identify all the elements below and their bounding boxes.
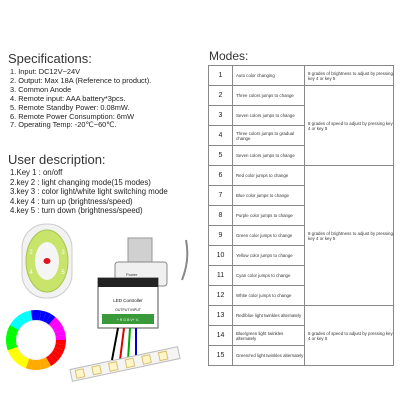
user-description-title: User description: [8, 152, 106, 167]
mode-number: 4 [209, 126, 233, 146]
product-illustration [0, 210, 208, 400]
mode-number: 7 [209, 186, 233, 206]
mode-grade: 8 grades of speed to adjust by pressing key 4 or key 5 [305, 86, 394, 166]
mode-name: Red color jumps to change [233, 166, 305, 186]
spec-item-common-anode: 3. Common Anode [10, 84, 72, 94]
mode-name: Seven colors jumps to change [233, 106, 305, 126]
spec-item-remote-input: 4. Remote input: AAA battery*3pcs. [10, 93, 126, 103]
mode-number: 9 [209, 226, 233, 246]
mode-name: Seven colors jumps to change [233, 146, 305, 166]
mode-name: Purple color jumps to change [233, 206, 305, 226]
mode-name: White color jumps to change [233, 286, 305, 306]
mode-name: Three colors jumps to gradual change [233, 126, 305, 146]
mode-number: 3 [209, 106, 233, 126]
spec-item-operating-temp: 7. Operating Temp: -20℃~60℃. [10, 120, 117, 130]
power-key-icon[interactable] [44, 258, 51, 264]
modes-title: Modes: [209, 49, 249, 63]
mode-name: Blue/green light twinkles alternately [233, 326, 305, 346]
led-controller [98, 238, 167, 328]
desc-key-4: 4.key 4 : turn up (brightness/speed) [10, 196, 133, 206]
mode-number: 1 [209, 66, 233, 86]
remote-key-3[interactable]: 3 [61, 250, 65, 256]
remote-key-4[interactable]: 4 [29, 270, 33, 276]
mode-grade: 8 grades of brightness to adjust by pressing key 4 or key 5 [305, 166, 394, 306]
mode-name: Blue color jumps to change [233, 186, 305, 206]
spec-item-output: 2. Output: Max 18A (Reference to product). [10, 75, 152, 85]
mode-name: Yellow color jumps to change [233, 246, 305, 266]
mode-name: Red/blue light twinkles alternately [233, 306, 305, 326]
mode-number: 14 [209, 326, 233, 346]
desc-key-3: 3.key 3 : color light/white light switching mode [10, 187, 168, 197]
remote-control [22, 224, 72, 298]
remote-key-1[interactable]: 1 [45, 244, 49, 250]
specifications-title: Specifications: [8, 51, 92, 66]
mode-number: 5 [209, 146, 233, 166]
remote-key-5[interactable]: 5 [61, 270, 65, 276]
mode-number: 8 [209, 206, 233, 226]
mode-name: Three colors jumps to change [233, 86, 305, 106]
spec-item-power-consumption: 6. Remote Power Consumption: 6mW [10, 111, 135, 121]
table-row [209, 306, 394, 326]
mode-number: 2 [209, 86, 233, 106]
table-row [209, 66, 394, 86]
spec-item-input: 1. Input: DC12V~24V [10, 67, 81, 76]
mode-number: 13 [209, 306, 233, 326]
mode-name: Cyan color jumps to change [233, 266, 305, 286]
controller-label: LED Controller [113, 298, 143, 303]
mode-number: 11 [209, 266, 233, 286]
modes-table [208, 65, 394, 366]
spec-item-standby-power: 5. Remote Standby Power: 0.08mW. [10, 102, 130, 112]
ring-center [17, 321, 55, 359]
mode-number: 10 [209, 246, 233, 266]
mode-number: 6 [209, 166, 233, 186]
mode-name: Green color jumps to change [233, 226, 305, 246]
controller-terminals: OUTPUT INPUT [115, 308, 141, 312]
mode-name: Green/red light twinkles alternately [233, 346, 305, 366]
desc-key-5: 4.key 5 : turn down (brightness/speed) [10, 206, 143, 216]
led-strip [70, 347, 180, 382]
remote-key-2[interactable]: 2 [29, 250, 33, 256]
desc-key-2: 2.key 2 : light changing mode(15 modes) [10, 177, 151, 187]
mode-name: Auto color changing [233, 66, 305, 86]
table-row [209, 86, 394, 106]
mode-grade: 8 grades of speed to adjust by pressing key 4 or key 5 [305, 306, 394, 366]
mode-grade: 8 grades of brightness to adjust by pressing key 4 or key 5 [305, 66, 394, 86]
table-row [209, 166, 394, 186]
specifications-list [10, 68, 206, 130]
user-description-list [10, 168, 206, 216]
controller-brand: Power [126, 272, 138, 277]
mode-number: 12 [209, 286, 233, 306]
terminal-marks: + R G B V+ V- [116, 318, 140, 322]
color-ring-remote [6, 310, 66, 370]
desc-key-1: 1.Key 1 : on/off [10, 168, 63, 177]
mode-number: 15 [209, 346, 233, 366]
